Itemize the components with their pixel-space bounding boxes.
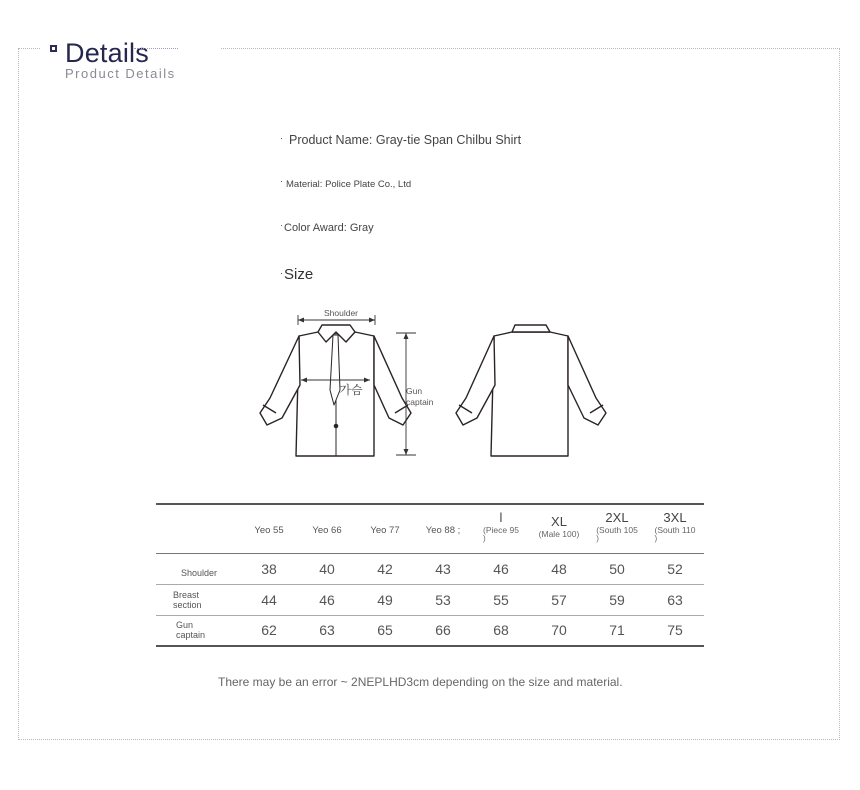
chest-label: 가슴 (339, 383, 363, 397)
table-cell: 65 (377, 622, 393, 639)
column-header: Yeo 77 (370, 524, 400, 536)
bullet-icon: · (280, 133, 283, 143)
info-color (280, 222, 374, 234)
table-header-row (156, 504, 704, 553)
table-cell: 62 (261, 622, 277, 639)
size-heading (280, 266, 313, 283)
column-header: XL (Male 100) (538, 514, 580, 540)
row-label: Breast section (173, 589, 202, 610)
table-cell: 38 (261, 560, 277, 577)
column-header: Yeo 88 ; (425, 524, 461, 536)
size-table (156, 503, 704, 647)
size-error-note: There may be an error ~ 2NEPLHD3cm depending on the size and material. (218, 675, 623, 689)
table-cell: 57 (551, 591, 567, 608)
color-text: Color Award: Gray (284, 222, 374, 234)
table-cell: 44 (261, 591, 277, 608)
table-row (156, 553, 704, 584)
bullet-icon: · (280, 176, 283, 186)
table-cell: 52 (667, 560, 683, 577)
page-title: Details (65, 38, 149, 68)
page-subtitle: Product Details (65, 66, 176, 81)
table-cell: 43 (435, 560, 451, 577)
table-cell: 46 (319, 591, 335, 608)
row-label: Gun captain (176, 620, 206, 641)
table-cell: 63 (667, 591, 683, 608)
table-cell: 75 (667, 622, 683, 639)
shirt-size-diagram (250, 300, 620, 470)
bullet-icon: · (280, 268, 283, 278)
column-header: 3XL (South 110 ) (654, 510, 696, 544)
shirt-back-icon (456, 325, 606, 456)
title-square-icon (50, 45, 57, 52)
table-cell: 50 (609, 560, 625, 577)
column-header: l (Piece 95 ) (483, 510, 519, 544)
table-cell: 53 (435, 591, 451, 608)
table-cell: 59 (609, 591, 625, 608)
column-header: 2XL (South 105 ) (596, 510, 638, 544)
table-cell: 70 (551, 622, 567, 639)
table-cell: 55 (493, 591, 509, 608)
title-divider (134, 48, 178, 49)
info-material (280, 176, 412, 190)
table-cell: 40 (319, 560, 335, 577)
table-cell: 49 (377, 591, 393, 608)
length-label-line1: Gun (406, 386, 423, 396)
row-label: Shoulder (181, 567, 218, 578)
table-cell: 71 (609, 622, 625, 639)
table-corner-cell (156, 504, 240, 553)
shirt-front-icon (260, 325, 411, 456)
shoulder-label: Shoulder (323, 308, 359, 318)
table-row (156, 584, 704, 615)
material-text: Material: Police Plate Co., Ltd (286, 179, 412, 190)
table-cell: 46 (493, 560, 509, 577)
product-name-text: Product Name: Gray-tie Span Chilbu Shirt (289, 133, 522, 147)
table-row (156, 615, 704, 646)
table-cell: 68 (493, 622, 509, 639)
bullet-icon: · (280, 220, 283, 230)
table-cell: 42 (377, 560, 393, 577)
table-cell: 66 (435, 622, 451, 639)
column-header: Yeo 55 (254, 524, 284, 536)
size-heading-text: Size (284, 266, 314, 283)
table-cell: 63 (319, 622, 335, 639)
column-header: Yeo 66 (312, 524, 342, 536)
length-label-line2: captain (406, 397, 434, 407)
info-product-name (280, 133, 521, 147)
table-cell: 48 (551, 560, 567, 577)
